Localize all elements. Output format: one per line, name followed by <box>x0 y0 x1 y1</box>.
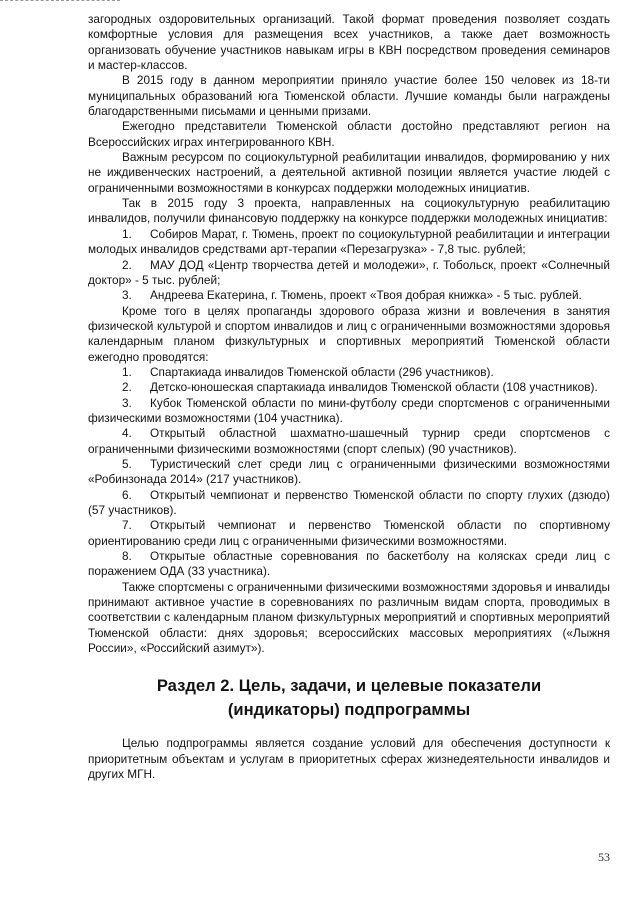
list-item-text: Спартакиада инвалидов Тюменской области (296 участников). <box>150 364 494 379</box>
list-item <box>88 518 610 549</box>
list-item-text: Кубок Тюменской области по мини-футболу среди спортсменов с ограниченными физическими возможностями (104 участника). <box>88 395 610 425</box>
paragraph-sport-outro: Также спортсмены с ограниченными физическими возможностями здоровья и инвалиды принимают активное участие в соревнованиях по различным видам спорта, проводимых в соответствии с календарным планом физкультурных мероприятий и спортивных мероприятий Тюменской области: днях здоровья; всероссийских массовых мероприятиях («Лыжня России», «Российский азимут»). <box>88 579 610 656</box>
list-item <box>88 488 610 519</box>
paragraph-goal: Целью подпрограммы является создание условий для обеспечения доступности к приоритетным объектам и услугам в приоритетных сферах жизнедеятельности инвалидов и других МГН. <box>88 736 610 782</box>
list-item-number: 3. <box>122 288 132 303</box>
list-item-number: 5. <box>122 456 132 471</box>
list-item-text: Собиров Марат, г. Тюмень, проект по социокультурной реабилитации и интеграции молодых инвалидов средствами арт-терапии «Перезагрузка» - 7,8 тыс. рублей; <box>88 226 610 257</box>
list-item-text: Туристический слет среди лиц с ограниченными физическими возможностями «Робинзонада 2014» (217 участников). <box>88 456 610 487</box>
list-item-text: Детско-юношеская спартакиада инвалидов Тюменской области (108 участников). <box>150 380 598 395</box>
paragraph-continued: загородных оздоровительных организаций. Такой формат проведения позволяет создать комфортные условия для размещения всех участников, а также дает возможность организовать обучение участников навыкам игры в КВН посредством проведения семинаров и мастер-классов. <box>88 12 610 73</box>
list-item-number: 6. <box>122 487 132 502</box>
list-item-number: 4. <box>122 426 132 441</box>
list-item <box>88 288 610 303</box>
list-item-number: 8. <box>122 549 132 564</box>
list-item <box>88 380 610 395</box>
event-list <box>88 365 610 580</box>
list-item-text: Открытый чемпионат и первенство Тюменской области по спорту глухих (дзюдо) (57 участников). <box>88 487 610 517</box>
list-item <box>88 227 610 258</box>
list-item-number: 3. <box>122 395 132 410</box>
paragraph-kvn-representation: Ежегодно представители Тюменской области достойно представляют регион на Всероссийских играх интегрированного КВН. <box>88 119 610 149</box>
section-title-line-1: Раздел 2. Цель, задачи, и целевые показатели <box>156 676 542 696</box>
section-title-line-2: (индикаторы) подпрограммы <box>227 700 471 720</box>
list-item <box>88 457 610 488</box>
section-title <box>88 674 610 722</box>
list-item-number: 1. <box>122 226 132 241</box>
list-item-number: 2. <box>122 257 132 272</box>
page-number: 53 <box>598 850 610 864</box>
list-item <box>88 258 610 289</box>
paragraph-youth-initiatives: Важным ресурсом по социокультурной реабилитации инвалидов, формированию у них не иждивенческих настроений, а деятельной активной позиции является участие людей с ограниченными возможностями в конкурсах поддержки молодежных инициатив. <box>88 150 610 195</box>
list-item-number: 1. <box>122 364 132 379</box>
scan-top-marks <box>0 0 120 7</box>
list-item-text: Открытый областной шахматно-шашечный турнир среди спортсменов с ограниченными физическими возможностями (спорт слепых) (90 участников). <box>88 426 610 456</box>
list-item-text: Андреева Екатерина, г. Тюмень, проект «Твоя добрая книжка» - 5 тыс. рублей. <box>150 288 582 303</box>
list-item-text: Открытый чемпионат и первенство Тюменской области по спортивному ориентированию среди лиц с ограниченными физическими возможностями. <box>88 518 610 548</box>
list-item-text: Открытые областные соревнования по баскетболу на колясках среди лиц с поражением ОДА (33 участника). <box>88 549 610 579</box>
list-item-number: 2. <box>122 380 132 395</box>
list-item-number: 7. <box>122 518 132 533</box>
paragraph-2015-participants: В 2015 году в данном мероприятии приняло участие более 150 человек из 18-ти муниципальных образований юга Тюменской области. Лучшие команды были награждены благодарственными письмами и ценными призами. <box>88 73 610 119</box>
paragraph-projects-intro: Так в 2015 году 3 проекта, направленных на социокультурную реабилитацию инвалидов, получили финансовую поддержку на конкурсе поддержки молодежных инициатив: <box>88 196 610 226</box>
project-list <box>88 227 610 304</box>
list-item <box>88 426 610 457</box>
paragraph-sport-intro: Кроме того в целях пропаганды здорового образа жизни и вовлечения в занятия физической культурой и спортом инвалидов и лиц с ограниченными возможностями здоровья календарным планом физкультурных и спортивных мероприятий Тюменской области ежегодно проводятся: <box>88 303 610 364</box>
list-item <box>88 396 610 427</box>
list-item <box>88 365 610 380</box>
list-item <box>88 549 610 580</box>
document-page <box>88 12 610 782</box>
list-item-text: МАУ ДОД «Центр творчества детей и молодежи», г. Тобольск, проект «Солнечный доктор» - 5 тыс. рублей; <box>88 257 610 287</box>
